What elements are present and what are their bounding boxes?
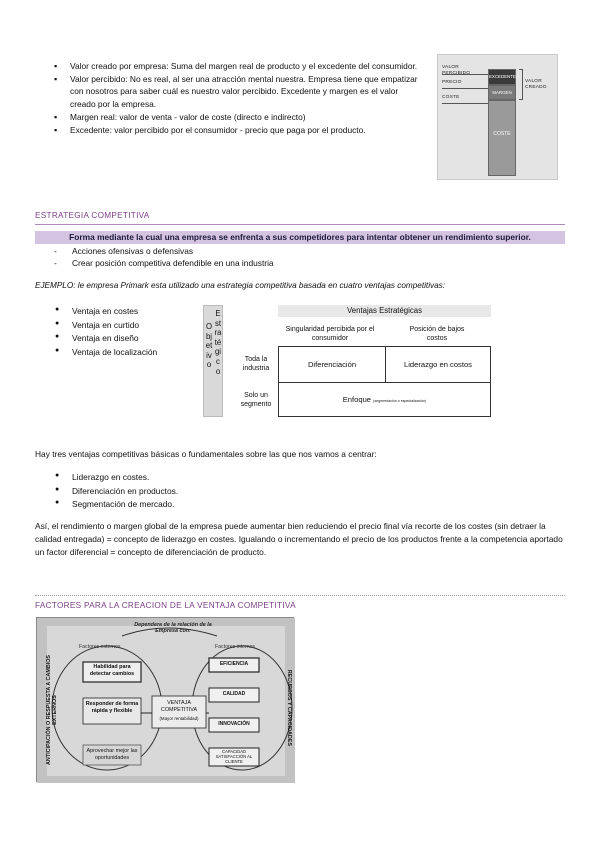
enfoque-note: (segmentación o especialización) [373, 399, 427, 403]
list-item: ● Ventaja en curtido [52, 319, 157, 331]
valor-line [442, 74, 488, 75]
photo-ext-item: Responder de forma rápida y flexible [85, 701, 139, 714]
matrix-col-singularidad: Singularidad percibida por el consumidor [285, 326, 375, 342]
definition-highlight: Forma mediante la cual una empresa se enfrenta a sus competidores para intentar obtener un rendimiento superior. [35, 231, 565, 244]
excedente-label: EXCEDENTE [489, 74, 516, 79]
cell-enfoque [279, 394, 490, 405]
three-advantages-list [52, 471, 178, 512]
example-text: EJEMPLO: le empresa Primark esta utilizado una estrategia competitiva basada en cuatro ventajas competitivas: [35, 281, 446, 290]
matrix-row-industria: Toda la industria [242, 356, 270, 372]
margen-label: MARGEN [492, 90, 512, 95]
photo-internal-label: Factores internos [215, 644, 256, 650]
photo-int-item: INNOVACIÓN [218, 721, 250, 727]
photo-external-label: Factores externos [79, 644, 121, 650]
valor-creado-label: VALOR CREADO [525, 79, 547, 90]
photo-left-side-label: ANTICIPACIÓN O RESPUESTA A CAMBIOS EXTERNOS [46, 654, 58, 765]
list-item: ● Segmentación de mercado. [52, 498, 178, 510]
margen-bar [488, 85, 516, 100]
photo-right-side-label: RECURSOS Y CAPACIDADES [285, 669, 292, 746]
value-created-diagram [437, 54, 558, 180]
matrix-row-segmento: Solo un segmento [240, 392, 272, 408]
advantages-list [52, 305, 157, 360]
photo-center-title: VENTAJA COMPETITIVA [160, 700, 198, 713]
section-title-factores: FACTORES PARA LA CREACION DE LA VENTAJA COMPETITIVA [35, 601, 296, 610]
estrategico-vertical-label: Estratégico [214, 309, 222, 376]
photo-ext-item: Habilidad para detectar cambios [89, 664, 135, 677]
photo-int-item: CAPACIDAD SATISFACCIÓN AL CLIENTE [215, 749, 253, 764]
definitions-list [52, 60, 420, 137]
list-item: - Crear posición competitiva defendible en una industria [52, 257, 274, 269]
list-item: ● Liderazgo en costes. [52, 471, 178, 483]
photo-top-label: Dependera de la relación de la Empresa con: [134, 622, 212, 634]
section-rule [35, 224, 565, 225]
photo-center-sub: (Mayor rentabilidad) [159, 716, 199, 721]
coste-bar [488, 100, 516, 176]
strategy-matrix-grid [278, 346, 491, 417]
list-item: ● Ventaja de localización [52, 346, 157, 358]
objetivo-vertical-label: Objetivo [205, 322, 213, 370]
factors-diagram-photo [36, 617, 294, 782]
list-item: ▪ Excedente: valor percibido por el consumidor - precio que paga por el producto. [52, 124, 420, 136]
coste-label: COSTE [442, 95, 460, 100]
section-title-estrategia: ESTRATEGIA COMPETITIVA [35, 211, 150, 220]
list-item: ● Ventaja en diseño [52, 332, 157, 344]
precio-label: PRECIO [442, 80, 462, 85]
cell-liderazgo-costos: Liderazgo en costos [404, 360, 472, 369]
list-item: ▪ Margen real: valor de venta - valor de coste (directo e indirecto) [52, 111, 420, 123]
photo-int-item: CALIDAD [222, 691, 246, 697]
list-item: - Acciones ofensivas o defensivas [52, 245, 274, 257]
matrix-title: Ventajas Estratégicas [278, 305, 491, 317]
excedente-bar [488, 69, 516, 85]
photo-int-item: EFICIENCIA [219, 661, 249, 667]
cell-diferenciacion: Diferenciación [307, 360, 357, 369]
photo-ext-item: Aprovechar mejor las oportunidades [86, 748, 138, 761]
coste-line [442, 103, 488, 104]
valor-percibido-label: VALOR PERCIBIDO [442, 65, 471, 76]
objetivo-estrategico-label-box [203, 305, 223, 417]
list-item: ▪ Valor percibido: No es real, al ser una atracción mental nuestra. Empresa tiene que empatizar con nosotros para saber cuál es nuestro valor percibido. Excedente y margen es el valor creado por la empresa. [52, 73, 420, 110]
list-item: ▪ Valor creado por empresa: Suma del margen real de producto y el excedente del consumidor. [52, 60, 420, 72]
precio-line [442, 88, 488, 89]
list-item: ● Ventaja en costes [52, 305, 157, 317]
list-item: ● Diferenciación en productos. [52, 485, 178, 497]
closing-paragraph: Así, el rendimiento o margen global de la empresa puede aumentar bien reduciendo el precio final vía recorte de los costes (sin detraer la calidad entregada) = concepto de liderazgo en costes. Igualando o incrementando el precio de los productos frente a la competencia aportado un factor diferencial = concepto de diferenciación de producto. [35, 521, 563, 558]
valor-creado-bracket [519, 69, 523, 100]
enfoque-label: Enfoque [342, 395, 372, 404]
costes-label: COSTE [493, 131, 511, 137]
section-rule-dotted [35, 595, 565, 596]
matrix-col-bajos-costos: Posición de bajos costos [409, 326, 465, 342]
three-advantages-intro: Hay tres ventajas competitivas básicas o fundamentales sobre las que nos vamos a centrar: [35, 449, 377, 459]
strategy-dash-list [52, 245, 274, 269]
